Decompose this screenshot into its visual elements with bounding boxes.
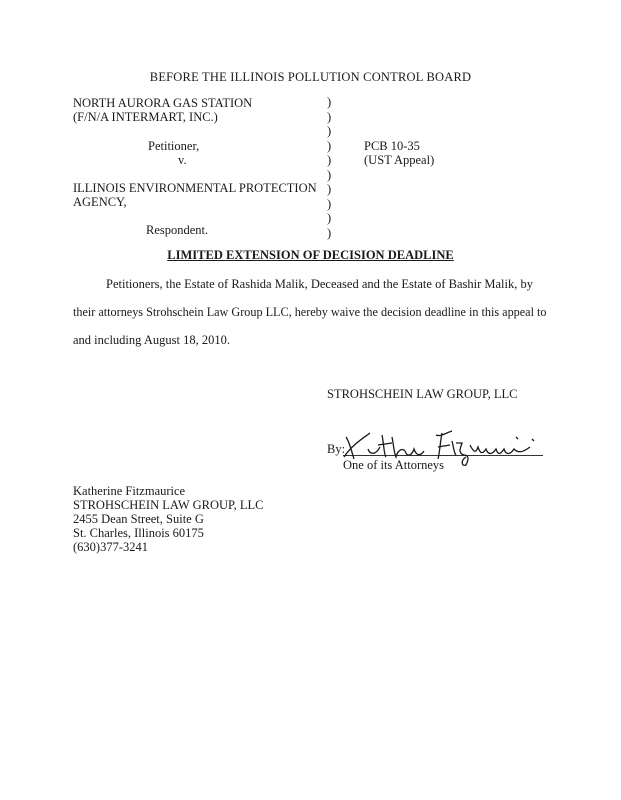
contact-name: Katherine Fitzmaurice [73, 484, 186, 498]
petitioner-role: Petitioner, [148, 139, 200, 153]
body-line-1: Petitioners, the Estate of Rashida Malik, Deceased and the Estate of Bashir Malik, by [106, 277, 533, 291]
paren: ) [327, 124, 332, 138]
contact-phone: (630)377-3241 [73, 540, 148, 554]
paren: ) [327, 196, 332, 211]
petitioner-name-line-1: NORTH AURORA GAS STATION [73, 96, 253, 110]
paren: ) [327, 211, 332, 225]
contact-city: St. Charles, Illinois 60175 [73, 526, 204, 540]
case-number: PCB 10-35 [364, 139, 420, 153]
paren: ) [327, 109, 332, 124]
board-heading: BEFORE THE ILLINOIS POLLUTION CONTROL BOARD [149, 70, 472, 84]
respondent-name-line-1: ILLINOIS ENVIRONMENTAL PROTECTION [73, 181, 317, 195]
paren: ) [327, 138, 332, 153]
firm-name: STROHSCHEIN LAW GROUP, LLC [327, 387, 518, 401]
paren: ) [327, 182, 332, 196]
document-title: LIMITED EXTENSION OF DECISION DEADLINE [167, 248, 454, 262]
attorney-role: One of its Attorneys [343, 458, 445, 472]
by-label: By: [327, 442, 346, 456]
body-line-3: and including August 18, 2010. [73, 333, 230, 347]
respondent-name-line-2: AGENCY, [73, 195, 127, 209]
paren: ) [327, 153, 332, 167]
contact-street: 2455 Dean Street, Suite G [73, 512, 204, 526]
paren: ) [327, 95, 332, 109]
contact-firm: STROHSCHEIN LAW GROUP, LLC [73, 498, 264, 512]
versus-label: v. [178, 153, 187, 167]
petitioner-name-line-2: (F/N/A INTERMART, INC.) [73, 110, 218, 124]
caption-parentheses [327, 95, 331, 240]
body-line-2: their attorneys Strohschein Law Group LLC, hereby waive the decision deadline in this appeal to [73, 305, 547, 319]
paren: ) [327, 225, 332, 240]
paren: ) [327, 167, 332, 182]
case-type: (UST Appeal) [364, 153, 435, 167]
respondent-role: Respondent. [146, 223, 209, 237]
